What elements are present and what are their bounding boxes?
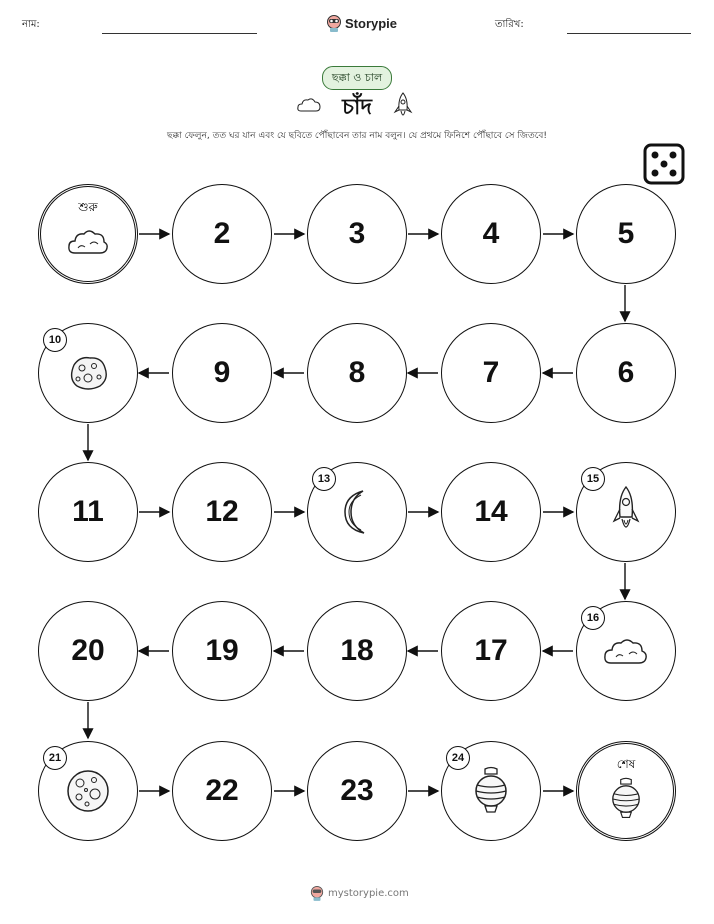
name-label: নাম: <box>22 19 40 30</box>
cell-number: 9 <box>213 356 231 389</box>
finish-label: শেষ <box>616 757 636 771</box>
board-cell-picture <box>38 741 138 841</box>
board-cell-picture <box>441 741 541 841</box>
cell-number: 17 <box>474 634 508 667</box>
board-cell <box>172 741 272 841</box>
cell-number: 11 <box>72 495 104 528</box>
board-cell <box>307 601 407 701</box>
board-cell <box>441 601 541 701</box>
board-cell <box>307 184 407 284</box>
cell-number: 20 <box>71 634 105 667</box>
board-cell <box>441 462 541 562</box>
rocket-icon <box>611 485 641 539</box>
instructions: ছক্কা ফেলুন, তত ঘর যান এবং যে ছবিতে পৌঁছাবেন তার নাম বলুন। যে প্রথমে ফিনিশে পৌঁছাবে সে জিতবে! <box>167 131 547 141</box>
board-cell-finish <box>576 741 676 841</box>
cell-number-badge: 10 <box>43 328 67 352</box>
mascot-icon <box>310 885 324 901</box>
cloud-icon <box>602 635 650 667</box>
cell-number: 22 <box>205 774 239 807</box>
board-cell <box>576 184 676 284</box>
date-label: তারিখ: <box>495 19 524 30</box>
cell-number-badge: 13 <box>312 467 336 491</box>
cell-number-badge: 15 <box>581 467 605 491</box>
board-cell <box>172 601 272 701</box>
cell-number-badge: 16 <box>581 606 605 630</box>
start-label: শুরু <box>78 200 98 214</box>
cell-number: 19 <box>205 634 239 667</box>
moon-surface-icon <box>65 768 111 814</box>
board-cell-picture <box>307 462 407 562</box>
cell-number: 7 <box>482 356 500 389</box>
cloud-icon <box>66 226 110 258</box>
cell-number: 18 <box>340 634 374 667</box>
cell-number-badge: 21 <box>43 746 67 770</box>
board-cell <box>172 323 272 423</box>
cell-number: 8 <box>348 356 366 389</box>
cell-number-badge: 24 <box>446 746 470 770</box>
cell-number: 2 <box>213 217 231 250</box>
asteroid-icon <box>66 353 110 393</box>
cell-number: 6 <box>617 356 635 389</box>
board-cell <box>576 323 676 423</box>
cell-number: 14 <box>474 495 508 528</box>
footer-site-link[interactable]: mystorypie.com <box>328 887 409 899</box>
board-cell <box>441 184 541 284</box>
cell-number: 4 <box>482 217 500 250</box>
board-cell <box>307 323 407 423</box>
game-tag: ছক্কা ও চাল <box>322 66 392 90</box>
board-cell <box>441 323 541 423</box>
lantern-icon <box>608 777 644 821</box>
cell-number: 3 <box>348 217 366 250</box>
footer <box>310 885 409 901</box>
cell-number: 5 <box>617 217 635 250</box>
board-cell <box>307 741 407 841</box>
brand-name: Storypie <box>345 15 398 31</box>
page-title: চাঁদ <box>342 95 372 120</box>
board-cell <box>172 462 272 562</box>
board-cell <box>172 184 272 284</box>
board-cell-picture <box>38 323 138 423</box>
lantern-icon <box>471 766 511 816</box>
board-cell-picture <box>576 462 676 562</box>
board-cell-picture <box>576 601 676 701</box>
board-cell <box>38 462 138 562</box>
board-cell <box>38 601 138 701</box>
cell-number: 23 <box>340 774 374 807</box>
cell-number: 12 <box>205 495 239 528</box>
moon-icon <box>337 488 377 536</box>
board-cell-start <box>38 184 138 284</box>
